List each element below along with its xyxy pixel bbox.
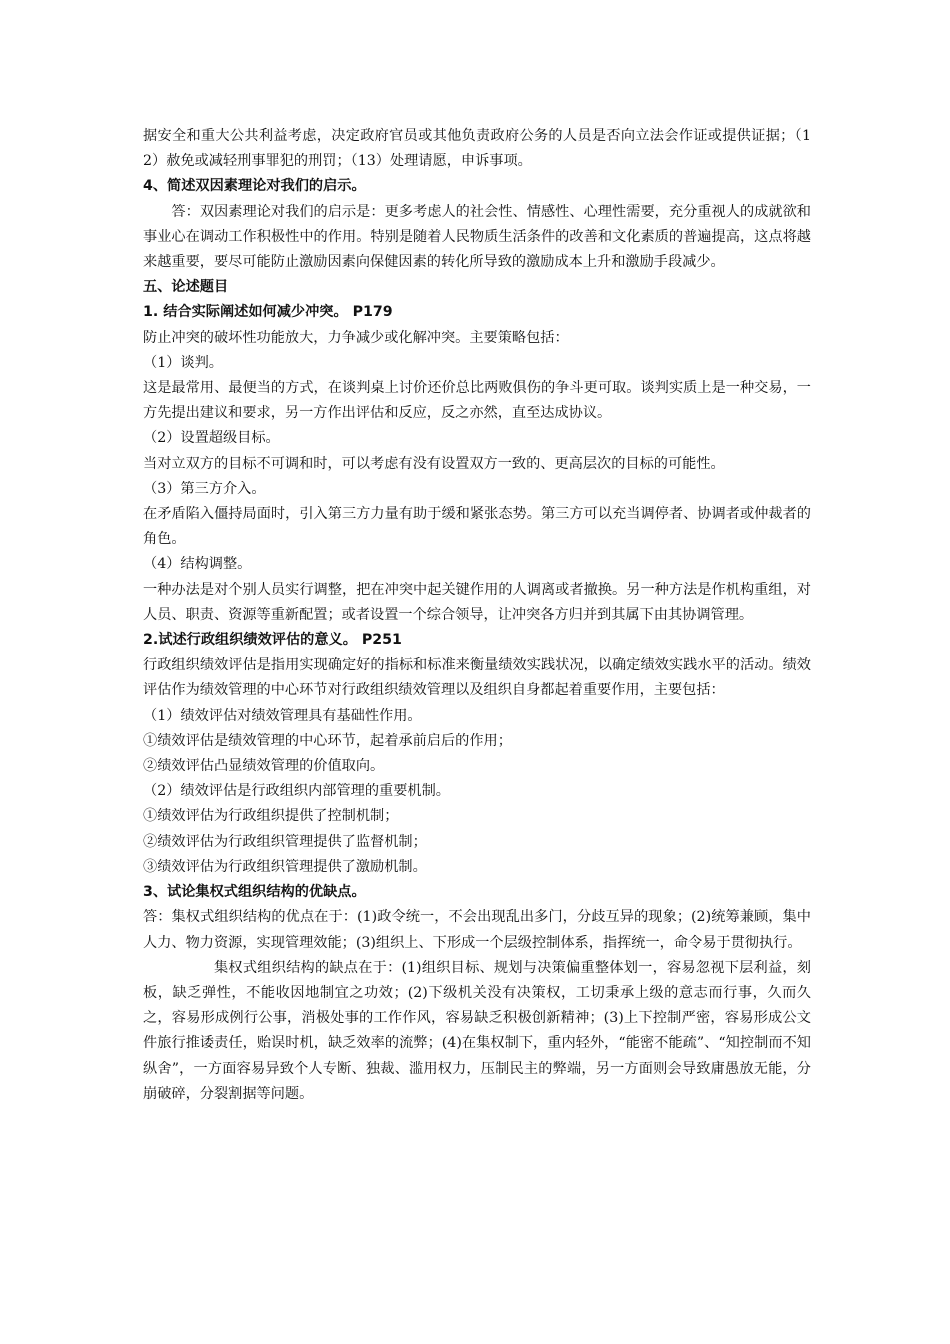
list-item-heading: （4）结构调整。 — [143, 556, 252, 573]
list-item-heading: （3）第三方介入。 — [143, 480, 266, 497]
answer-paragraph: 集权式组织结构的缺点在于：(1)组织目标、规划与决策偏重整体划一，容易忽视下层利益，刻板，缺乏弹性，不能收因地制宜之功效；(2)下级机关没有决策权，工切秉承上级的意志而行事，久而久之，容易形成例行公事，消极处事的工作作风，容易缺乏积极创新精神；(3)上下控制严密，容易形成公文件旅行推诿责任，贻误时机，缺乏效率的流弊；(4)在集权制下，重内轻外，“能密不能疏”、“知控制而不知纵舍”，一方面容易异致个人专断、独裁、滥用权力，压制民主的弊端，另一方面则会导致庸愚放无能，分崩破碎，分裂割据等问题。 — [143, 959, 811, 1102]
document-page — [143, 124, 811, 1107]
body-paragraph: 行政组织绩效评估是指用实现确定好的指标和标准来衡量绩效实践状况，以确定绩效实践水平的活动。绩效评估作为绩效管理的中心环节对行政组织绩效管理以及组织自身都起着重要作用，主要包括： — [143, 657, 811, 699]
list-item: ①绩效评估为行政组织提供了控制机制； — [143, 808, 399, 825]
list-item: ②绩效评估为行政组织管理提供了监督机制； — [143, 833, 427, 850]
essay-heading-3: 3、试论集权式组织结构的优缺点。 — [143, 884, 366, 901]
paragraph-continuation: 据安全和重大公共利益考虑，决定政府官员或其他负责政府公务的人员是否向立法会作证或提供证据；（12）赦免或减轻刑事罪犯的刑罚；（13）处理请愿，申诉事项。 — [143, 128, 811, 170]
essay-heading-1: 1. 结合实际阐述如何减少冲突。 P179 — [143, 304, 393, 321]
body-paragraph: 这是最常用、最便当的方式，在谈判桌上讨价还价总比两败俱伤的争斗更可取。谈判实质上是一种交易，一方先提出建议和要求，另一方作出评估和反应，反之亦然，直至达成协议。 — [143, 380, 811, 422]
body-paragraph: 当对立双方的目标不可调和时，可以考虑有没有设置双方一致的、更高层次的目标的可能性。 — [143, 455, 725, 472]
list-item: ①绩效评估是绩效管理的中心环节，起着承前启后的作用； — [143, 732, 512, 749]
body-paragraph: 一种办法是对个别人员实行调整，把在冲突中起关键作用的人调离或者撤换。另一种方法是作机构重组，对人员、职责、资源等重新配置；或者设置一个综合领导，让冲突各方归并到其属下由其协调管理。 — [143, 581, 811, 623]
answer-paragraph: 答：双因素理论对我们的启示是：更多考虑人的社会性、情感性、心理性需要，充分重视人的成就欲和事业心在调动工作积极性中的作用。特别是随着人民物质生活条件的改善和文化素质的普遍提高，这点将越来越重要，要尽可能防止激励因素向保健因素的转化所导致的激励成本上升和激励手段减少。 — [143, 203, 811, 271]
body-paragraph: 在矛盾陷入僵持局面时，引入第三方力量有助于缓和紧张态势。第三方可以充当调停者、协调者或仲裁者的角色。 — [143, 506, 811, 548]
list-item-heading: （2）绩效评估是行政组织内部管理的重要机制。 — [143, 783, 450, 800]
list-item-heading: （1）绩效评估对绩效管理具有基础性作用。 — [143, 707, 422, 724]
body-paragraph: 防止冲突的破坏性功能放大，力争减少或化解冲突。主要策略包括： — [143, 329, 569, 346]
essay-heading-2: 2.试述行政组织绩效评估的意义。 P251 — [143, 632, 402, 649]
section-heading: 五、论述题目 — [143, 279, 229, 296]
list-item-heading: （1）谈判。 — [143, 354, 223, 371]
list-item-heading: （2）设置超级目标。 — [143, 430, 280, 447]
question-heading-4: 4、简述双因素理论对我们的启示。 — [143, 178, 366, 195]
list-item: ②绩效评估凸显绩效管理的价值取向。 — [143, 758, 385, 775]
list-item: ③绩效评估为行政组织管理提供了激励机制。 — [143, 858, 427, 875]
answer-paragraph: 答：集权式组织结构的优点在于：(1)政令统一，不会出现乱出多门，分歧互异的现象；(2)统筹兼顾，集中人力、物力资源，实现管理效能；(3)组织上、下形成一个层级控制体系，指挥统一，命令易于贯彻执行。 — [143, 909, 811, 951]
